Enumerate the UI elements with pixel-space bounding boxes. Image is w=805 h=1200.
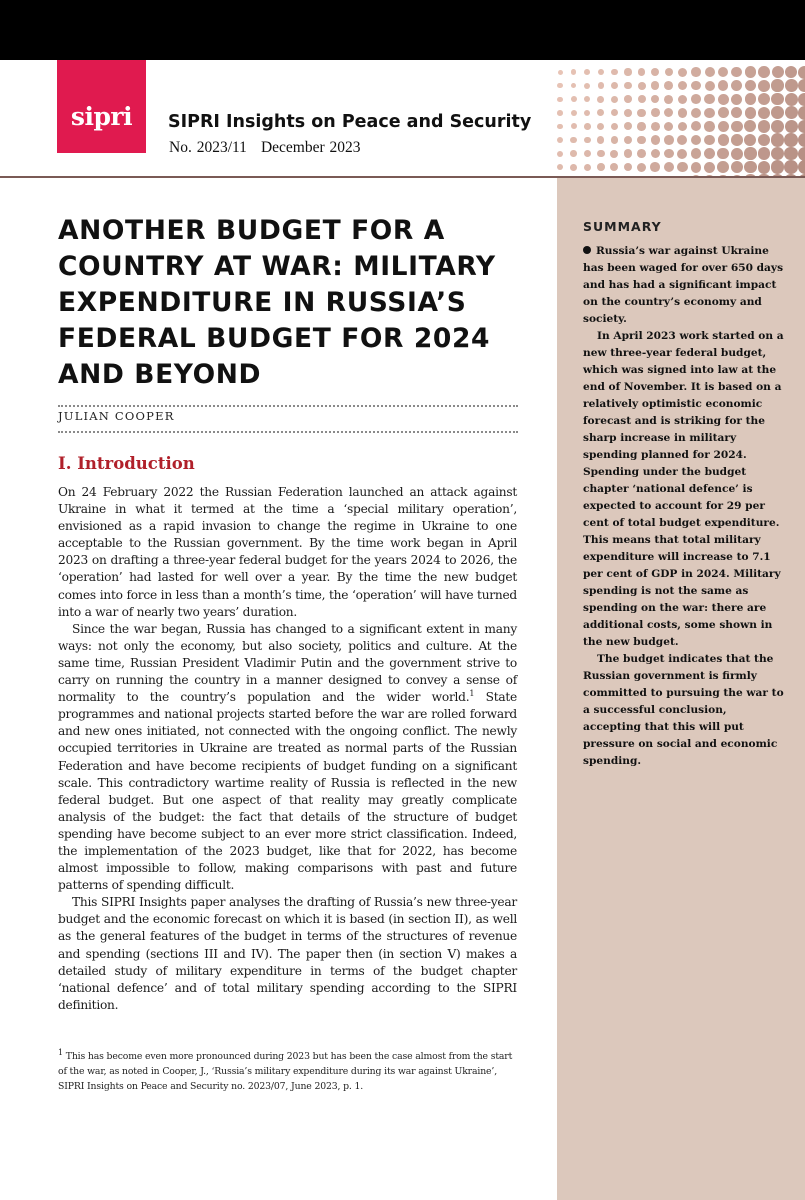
body-paragraph: This SIPRI Insights paper analyses the drafting of Russia’s new three-year budget and the economic forecast on which it is based (in section II), as well as the general features of the budget in terms of the structures of revenue and spending (sections III and IV). The paper then (in section V) makes a detailed study of military expenditure in terms of the budget chapter ‘national defence’ and of total military spending according to the SIPRI definition.	[58, 895, 517, 1012]
pattern-dot	[718, 121, 729, 132]
pattern-dot	[624, 68, 631, 75]
pattern-dot	[798, 106, 805, 120]
pattern-dot	[758, 134, 771, 147]
pattern-dot	[731, 94, 742, 105]
pattern-dot	[704, 148, 715, 159]
pattern-dot	[638, 82, 646, 90]
paper-title: ANOTHER BUDGET FOR A COUNTRY AT WAR: MILITARY EXPENDITURE IN RUSSIA’S FEDERAL BUDGET FOR 2024 AND BEYOND	[58, 215, 496, 390]
body-text	[58, 484, 517, 1014]
pattern-dot	[691, 135, 701, 145]
pattern-dot	[744, 161, 757, 174]
pattern-dot	[785, 120, 798, 133]
pattern-dot	[570, 150, 577, 157]
pattern-dot	[598, 69, 604, 75]
pattern-dot	[731, 67, 742, 78]
pattern-dot	[745, 107, 757, 119]
pattern-dot	[637, 122, 645, 130]
pattern-dot	[651, 68, 659, 76]
pattern-dot	[798, 79, 805, 92]
summary-paragraph: The budget indicates that the Russian government is firmly committed to pursuing the war to a successful conclusion, accepting that this will put pressure on social and economic spending.	[583, 653, 784, 767]
pattern-dot	[557, 83, 562, 88]
body-paragraph: Since the war began, Russia has changed to a significant extent in many ways: not only the economy, but also society, politics and culture. At the same time, Russian President Vladimir Putin and the government strive to carry on running the country in a manner designed to convey a sense of normality to the country’s population and the wider world.$^1$ State programmes and national projects started before the war are rolled forward and new ones initiated, not connected with the ongoing conflict. The newly occupied territories in Ukraine are treated as normal parts of the Russian Federation and have become recipients of budget funding on a significant scale. This contradictory wartime reality of Russia is reflected in the new federal budget. But one aspect of that reality may greatly complicate analysis of the budget: the fact that details of the structure of budget spending have become subject to an ever more strict classification. Indeed, the implementation of the 2023 budget, like that for 2022, has become almost impossible to follow, making comparisons with past and future patterns of spending difficult.	[58, 621, 517, 893]
pattern-dot	[637, 109, 645, 117]
pattern-dot	[758, 80, 770, 92]
pattern-dot	[785, 66, 798, 79]
pattern-dot	[624, 136, 632, 144]
pattern-dot	[771, 93, 783, 105]
section-heading: I. Introduction	[58, 454, 195, 473]
pattern-dot	[704, 121, 715, 132]
pattern-dot	[557, 110, 563, 116]
pattern-dot	[610, 163, 618, 171]
pattern-dot	[691, 108, 701, 118]
pattern-dot	[624, 122, 632, 130]
pattern-dot	[771, 133, 784, 146]
pattern-dot	[772, 66, 784, 78]
pattern-dot	[718, 107, 729, 118]
pattern-dot	[611, 82, 618, 89]
pattern-dot	[557, 151, 563, 157]
pattern-dot	[771, 160, 784, 173]
pattern-dot	[584, 164, 591, 171]
pattern-dot	[784, 147, 798, 161]
pattern-dot	[570, 137, 576, 143]
pattern-dot	[597, 163, 605, 171]
pattern-dot	[704, 135, 715, 146]
pattern-dot	[664, 81, 673, 90]
footnote-marker: 1	[58, 1048, 63, 1057]
pattern-dot	[664, 108, 673, 117]
pattern-dot	[731, 161, 743, 173]
pattern-dot	[771, 120, 784, 133]
pattern-dot	[744, 134, 756, 146]
pattern-dot	[624, 109, 632, 117]
pattern-dot	[557, 124, 563, 130]
pattern-dot	[731, 107, 742, 118]
pattern-dot	[624, 95, 632, 103]
pattern-dot	[691, 67, 700, 76]
pattern-dot	[771, 147, 784, 160]
pattern-dot	[731, 80, 742, 91]
pattern-dot	[611, 136, 619, 144]
pattern-dot	[637, 163, 646, 172]
footnote-text: This has become even more pronounced during 2023 but has been the case almost from the start of the war, as noted in Cooper, J., ‘Russia’s military expenditure during its war against Ukraine’, SIPRI Insights on Peace and Security no. 2023/07, June 2023, p. 1.	[58, 1051, 513, 1093]
pattern-dot	[611, 69, 618, 76]
pattern-dot	[718, 94, 729, 105]
pattern-dot	[637, 149, 646, 158]
issue-number: No. 2023/11	[169, 139, 247, 156]
pattern-dot	[745, 93, 757, 105]
pattern-dot	[557, 137, 563, 143]
top-black-bar	[0, 0, 805, 60]
pattern-dot	[691, 81, 701, 91]
pattern-dot	[611, 109, 618, 116]
pattern-dot	[705, 67, 715, 77]
pattern-dot	[758, 107, 770, 119]
pattern-dot	[678, 81, 687, 90]
pattern-dot	[704, 94, 714, 104]
pattern-dot	[678, 68, 687, 77]
pattern-dot	[610, 150, 618, 158]
pattern-dot	[598, 82, 605, 89]
pattern-dot	[558, 70, 563, 75]
pattern-dot	[704, 162, 715, 173]
pattern-dot	[664, 162, 674, 172]
pattern-dot	[691, 94, 701, 104]
pattern-dot	[624, 82, 631, 89]
summary-heading: SUMMARY	[583, 219, 662, 234]
pattern-dot	[758, 147, 771, 160]
issue-date: December 2023	[260, 139, 361, 156]
pattern-dot	[637, 136, 646, 145]
pattern-dot	[651, 135, 660, 144]
pattern-dot	[798, 93, 805, 106]
pattern-dot	[731, 134, 743, 146]
author-divider-bottom	[58, 431, 518, 433]
pattern-dot	[678, 95, 687, 104]
pattern-dot	[678, 108, 688, 118]
pattern-dot	[717, 161, 729, 173]
pattern-dot	[664, 95, 673, 104]
author-divider-top	[58, 405, 518, 407]
pattern-dot	[664, 149, 674, 159]
pattern-dot	[571, 69, 576, 74]
pattern-dot	[624, 163, 633, 172]
pattern-dot	[691, 148, 702, 159]
pattern-dot	[571, 123, 577, 129]
logo-text: sipri	[70, 102, 133, 131]
pattern-dot	[665, 68, 674, 77]
pattern-dot	[771, 106, 784, 119]
pattern-dot	[651, 108, 660, 117]
pattern-dot	[570, 164, 577, 171]
pattern-dot	[651, 122, 660, 131]
pattern-dot	[731, 121, 743, 133]
footnote-ref[interactable]: 1	[469, 689, 475, 699]
footnote	[58, 1045, 520, 1094]
pattern-dot	[557, 164, 563, 170]
pattern-dot	[785, 79, 798, 92]
pattern-dot	[758, 66, 770, 78]
pattern-dot	[678, 122, 688, 132]
pattern-dot	[638, 68, 646, 76]
pattern-dot	[651, 149, 660, 158]
pattern-dot	[798, 120, 805, 134]
summary-paragraph: In April 2023 work started on a new three-year federal budget, which was signed into law at the end of November. It is based on a relatively optimistic economic forecast and is striking for the sharp increase in military spending planned for 2024. Spending under the budget chapter ‘national defence’ is expected to account for 29 per cent of total budget expenditure. This means that total military expenditure will increase to 7.1 per cent of GDP in 2024. Military spending is not the same as spending on the war: there are additional costs, some shown in the new budget.	[583, 330, 784, 648]
pattern-dot	[557, 97, 562, 102]
sipri-logo	[57, 60, 146, 153]
pattern-dot	[651, 95, 659, 103]
series-meta	[169, 139, 361, 157]
pattern-dot	[638, 95, 646, 103]
pattern-dot	[664, 135, 673, 144]
pattern-dot	[584, 83, 590, 89]
pattern-dot	[677, 135, 687, 145]
series-title: SIPRI Insights on Peace and Security	[168, 112, 532, 132]
pattern-dot	[571, 96, 577, 102]
pattern-dot	[717, 148, 728, 159]
pattern-dot	[718, 80, 729, 91]
summary-paragraph: Russia’s war against Ukraine has been waged for over 650 days and has had a significant impact on the country’s economy and society.	[583, 245, 784, 325]
body-paragraph: On 24 February 2022 the Russian Federation launched an attack against Ukraine in what it termed at the time a ‘special military operation’, envisioned as a rapid invasion to change the regime in Ukraine to one acceptable to the Russian government. By the time work began in April 2023 on drafting a three-year federal budget for the years 2024 to 2026, the ‘operation’ had lasted for well over a year. By the time the new budget comes into force in less than a month’s time, the ‘operation’ will have turned into a war of nearly two years’ duration.	[58, 485, 517, 619]
pattern-dot	[571, 83, 577, 89]
pattern-dot	[584, 69, 590, 75]
pattern-dot	[798, 133, 805, 147]
pattern-dot	[705, 81, 715, 91]
pattern-dot	[718, 67, 728, 77]
pattern-dot	[798, 66, 805, 79]
pattern-dot	[611, 123, 619, 131]
pattern-dot	[664, 122, 673, 131]
pattern-dot	[597, 150, 604, 157]
pattern-dot	[624, 149, 632, 157]
pattern-dot	[744, 120, 756, 132]
pattern-dot	[691, 121, 701, 131]
pattern-dot	[584, 150, 591, 157]
pattern-dot	[584, 96, 590, 102]
pattern-dot	[798, 160, 805, 174]
decorative-dot-pattern	[548, 60, 805, 177]
pattern-dot	[744, 147, 756, 159]
pattern-dot	[758, 120, 770, 132]
pattern-dot	[745, 80, 756, 91]
pattern-dot	[651, 81, 659, 89]
pattern-dot	[785, 93, 798, 106]
pattern-dot	[584, 137, 591, 144]
summary-text	[583, 243, 786, 770]
pattern-dot	[584, 110, 590, 116]
bullet-icon	[583, 246, 591, 254]
pattern-dot	[785, 106, 798, 119]
pattern-dot	[798, 147, 805, 161]
pattern-dot	[718, 134, 729, 145]
pattern-dot	[758, 93, 770, 105]
pattern-dot	[677, 149, 687, 159]
pattern-dot	[597, 96, 604, 103]
pattern-dot	[597, 123, 604, 130]
pattern-dot	[704, 108, 714, 118]
pattern-dot	[784, 133, 797, 146]
pattern-dot	[731, 148, 743, 160]
pattern-dot	[584, 123, 591, 130]
pattern-dot	[677, 162, 687, 172]
pattern-dot	[650, 162, 659, 171]
pattern-dot	[611, 96, 618, 103]
pattern-dot	[771, 79, 783, 91]
pattern-dot	[597, 109, 604, 116]
pattern-dot	[758, 161, 771, 174]
pattern-dot	[745, 66, 756, 77]
pattern-dot	[571, 110, 577, 116]
pattern-dot	[691, 162, 702, 173]
pattern-dot	[597, 136, 604, 143]
pattern-dot	[784, 160, 798, 174]
author-name: JULIAN COOPER	[58, 409, 175, 423]
